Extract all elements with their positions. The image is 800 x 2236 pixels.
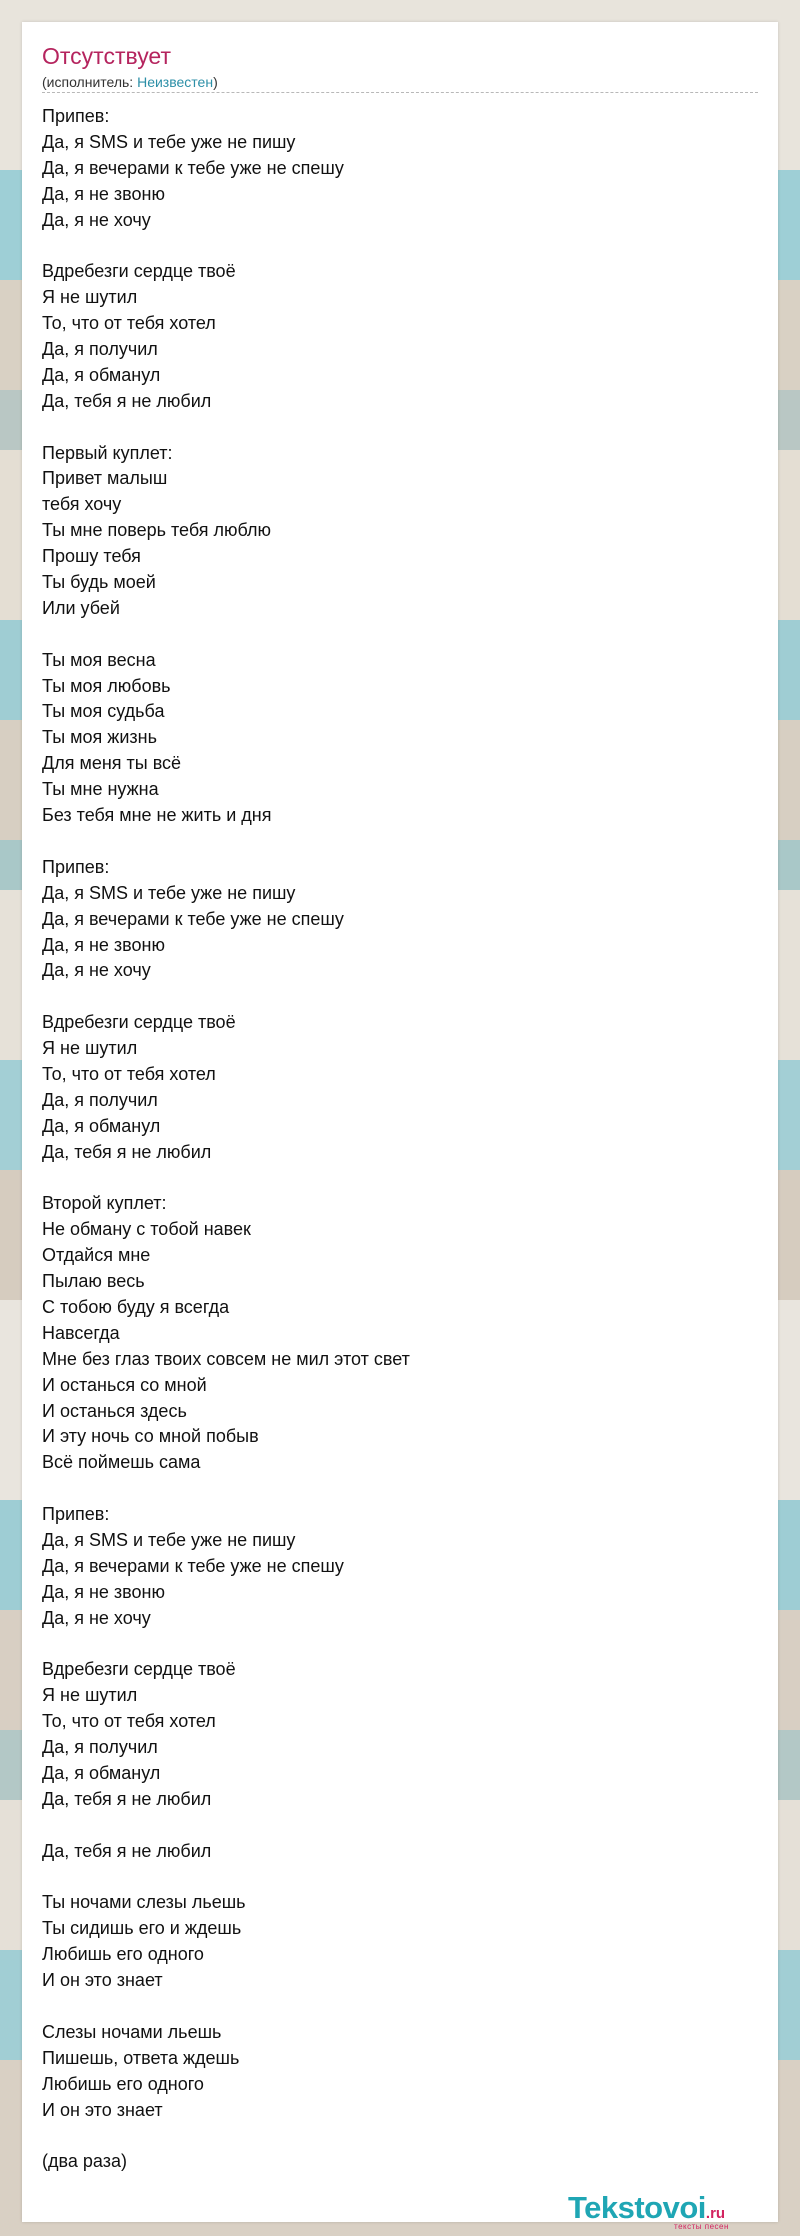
lyric-line: Для меня ты всё: [42, 753, 182, 774]
stanza-break: [42, 1813, 758, 1839]
lyric-line: Без тебя мне не жить и дня: [42, 805, 272, 826]
lyric-line: Да, тебя я не любил: [42, 390, 212, 411]
logo-tld: .ru: [705, 2205, 726, 2222]
lyric-line: Слезы ночами льешь: [42, 2021, 222, 2042]
lyric-line: Да, я вечерами к тебе уже не спешу: [42, 908, 344, 929]
site-logo[interactable]: [568, 2192, 768, 2232]
lyric-line: Да, тебя я не любил: [42, 1141, 212, 1162]
lyric-line: Ты моя судьба: [42, 701, 165, 722]
lyric-line: То, что от тебя хотел: [42, 1063, 216, 1084]
lyric-line: Ты будь моей: [42, 572, 156, 593]
lyric-line: Да, я не звоню: [42, 1581, 165, 1602]
lyric-line: Не обману с тобой навек: [42, 1219, 251, 1240]
lyric-line: Да, я не хочу: [42, 209, 151, 230]
stanza-break: [42, 984, 758, 1010]
lyric-line: Или убей: [42, 597, 120, 618]
lyric-line: Припев:: [42, 106, 110, 126]
lyric-line: Да, я вечерами к тебе уже не спешу: [42, 1555, 344, 1576]
lyric-line: Да, я SMS и тебе уже не пишу: [42, 1529, 296, 1550]
lyric-line: Всё поймешь сама: [42, 1452, 201, 1473]
lyric-line: И он это знает: [42, 1970, 163, 1991]
lyric-line: Да, я получил: [42, 339, 158, 360]
stanza-break: [42, 1476, 758, 1502]
lyric-line: И эту ночь со мной побыв: [42, 1426, 259, 1447]
lyric-line: Да, я SMS и тебе уже не пишу: [42, 131, 296, 152]
artist-suffix: ): [213, 74, 218, 90]
lyric-line: Да, я вечерами к тебе уже не спешу: [42, 157, 344, 178]
lyric-line: Отдайся мне: [42, 1245, 151, 1266]
lyric-line: Я не шутил: [42, 1038, 138, 1059]
lyrics-sheet: [22, 22, 778, 2231]
song-title: Отсутствует: [42, 43, 171, 69]
lyric-line: тебя хочу: [42, 494, 122, 515]
lyric-line: Второй куплет:: [42, 1193, 167, 1214]
lyric-line: (два раза): [42, 2151, 127, 2172]
lyric-line: Да, я обманул: [42, 364, 161, 385]
dashed-divider: [42, 92, 758, 93]
stanza-break: [42, 1632, 758, 1658]
lyric-line: Вдребезги сердце твоё: [42, 1012, 236, 1033]
artist-line: [42, 73, 218, 91]
stanza-break: [42, 829, 758, 855]
lyric-line: Да, я не хочу: [42, 960, 151, 981]
lyric-line: Первый куплет:: [42, 442, 173, 463]
lyric-line: Да, я получил: [42, 1737, 158, 1758]
lyric-line: Да, я не звоню: [42, 934, 165, 955]
lyric-line: Да, я не хочу: [42, 1607, 151, 1628]
lyric-line: Ты мне нужна: [42, 779, 159, 800]
lyric-line: Пылаю весь: [42, 1271, 145, 1292]
lyric-line: Ты моя весна: [42, 649, 156, 670]
lyric-line: Мне без глаз твоих совсем не мил этот свет: [42, 1348, 410, 1369]
lyric-line: Ты ночами слезы льешь: [42, 1892, 246, 1913]
lyric-line: Пишешь, ответа ждешь: [42, 2047, 240, 2068]
logo-name: Tekstovoi: [568, 2190, 706, 2225]
lyric-line: Ты моя любовь: [42, 675, 171, 696]
lyric-line: Я не шутил: [42, 287, 138, 308]
lyric-line: Да, я обманул: [42, 1763, 161, 1783]
stanza-break: [42, 233, 758, 259]
lyric-line: Припев:: [42, 1504, 110, 1525]
lyric-line: Навсегда: [42, 1322, 120, 1343]
lyric-line: Да, я не звоню: [42, 183, 165, 204]
lyric-line: И останься здесь: [42, 1400, 187, 1421]
lyric-line: Вдребезги сердце твоё: [42, 1659, 236, 1680]
stanza-break: [42, 1994, 758, 2020]
lyric-line: Да, я получил: [42, 1089, 158, 1110]
lyric-line: Я не шутил: [42, 1685, 138, 1706]
lyric-line: С тобою буду я всегда: [42, 1296, 230, 1317]
lyric-line: Ты сидишь его и ждешь: [42, 1918, 242, 1939]
stanza-break: [42, 1166, 758, 1192]
lyric-line: То, что от тебя хотел: [42, 313, 216, 334]
lyric-line: Да, тебя я не любил: [42, 1840, 212, 1861]
stanza-break: [42, 415, 758, 441]
lyric-line: И останься со мной: [42, 1374, 207, 1395]
lyric-line: То, что от тебя хотел: [42, 1711, 216, 1732]
lyrics-text: [42, 104, 758, 2175]
lyric-line: Да, тебя я не любил: [42, 1788, 212, 1809]
lyric-line: И он это знает: [42, 2099, 163, 2120]
lyric-line: Вдребезги сердце твоё: [42, 261, 236, 282]
lyric-line: Любишь его одного: [42, 1944, 204, 1965]
stanza-break: [42, 1865, 758, 1891]
stanza-break: [42, 2123, 758, 2149]
lyric-line: Да, я SMS и тебе уже не пишу: [42, 882, 296, 903]
stanza-break: [42, 622, 758, 648]
lyric-line: Да, я обманул: [42, 1115, 161, 1136]
artist-prefix: (исполнитель:: [42, 74, 138, 90]
lyric-line: Любишь его одного: [42, 2073, 204, 2094]
lyric-line: Прошу тебя: [42, 546, 141, 567]
artist-link[interactable]: Неизвестен: [137, 74, 214, 90]
lyric-line: Привет малыш: [42, 468, 168, 489]
logo-tagline: тексты песен: [674, 2222, 729, 2231]
lyric-line: Припев:: [42, 856, 110, 877]
lyric-line: Ты моя жизнь: [42, 727, 157, 748]
lyric-line: Ты мне поверь тебя люблю: [42, 520, 272, 541]
